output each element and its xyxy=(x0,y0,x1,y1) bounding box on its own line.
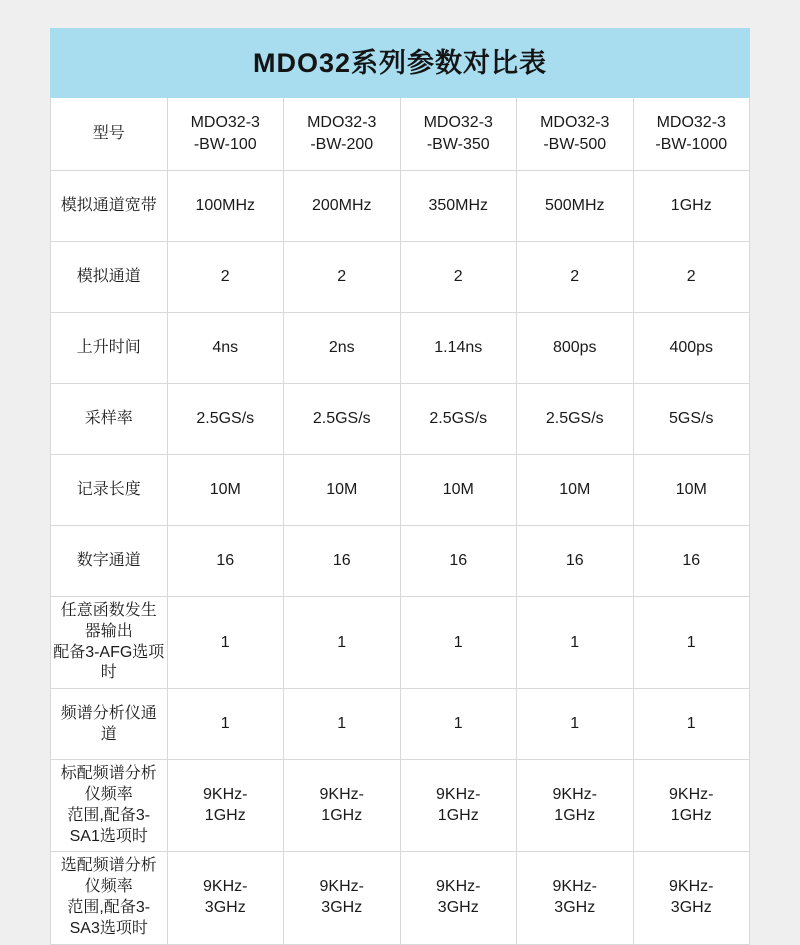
row-value: 10M xyxy=(167,455,284,526)
row-value xyxy=(167,852,284,944)
row-value xyxy=(167,760,284,852)
row-label: 模拟通道 xyxy=(51,242,168,313)
row-value-line2: 1GHz xyxy=(554,806,596,824)
row-label: 频谱分析仪通道 xyxy=(51,689,168,760)
row-label xyxy=(51,760,168,852)
column-header-3-line2: -BW-350 xyxy=(426,136,490,153)
row-value-line1: 9KHz- xyxy=(669,878,714,896)
column-header-5-line2: -BW-1000 xyxy=(655,136,728,153)
row-value: 800ps xyxy=(517,313,634,384)
row-value: 10M xyxy=(400,455,517,526)
row-value-line2: 3GHz xyxy=(554,898,596,916)
row-value-line2: 3GHz xyxy=(437,898,479,916)
column-header-4-line1: MDO32-3 xyxy=(540,114,610,132)
row-value xyxy=(517,852,634,944)
column-header-2 xyxy=(284,98,401,171)
table-row xyxy=(51,171,750,242)
table-row xyxy=(51,689,750,760)
column-header-1-line1: MDO32-3 xyxy=(190,114,260,132)
row-value-line2: 1GHz xyxy=(204,806,246,824)
row-value: 2 xyxy=(167,242,284,313)
row-label-line2: 范围,配备3-SA1选项时 xyxy=(67,806,151,845)
row-value: 4ns xyxy=(167,313,284,384)
row-value: 2ns xyxy=(284,313,401,384)
row-value: 1 xyxy=(167,689,284,760)
row-value-line1: 9KHz- xyxy=(436,785,481,803)
row-label-line1: 标配频谱分析仪频率 xyxy=(60,765,157,803)
column-header-5-line1: MDO32-3 xyxy=(656,114,726,132)
row-label: 数字通道 xyxy=(51,526,168,597)
row-label-line2: 范围,配备3-SA3选项时 xyxy=(67,898,151,937)
row-value-line1: 9KHz- xyxy=(552,785,597,803)
row-value: 2.5GS/s xyxy=(517,384,634,455)
table-row xyxy=(51,597,750,689)
row-value-line2: 1GHz xyxy=(670,806,712,824)
row-label: 模拟通道宽带 xyxy=(51,171,168,242)
row-value: 1 xyxy=(284,597,401,689)
row-label: 上升时间 xyxy=(51,313,168,384)
table-row xyxy=(51,526,750,597)
row-value: 16 xyxy=(284,526,401,597)
row-value-line2: 3GHz xyxy=(321,898,363,916)
row-label xyxy=(51,852,168,944)
row-value xyxy=(517,760,634,852)
row-value: 10M xyxy=(517,455,634,526)
row-label-line1: 选配频谱分析仪频率 xyxy=(60,857,157,896)
row-value-line1: 9KHz- xyxy=(436,878,481,896)
table-row xyxy=(51,242,750,313)
row-value: 1 xyxy=(167,597,284,689)
table-row xyxy=(51,384,750,455)
row-value: 350MHz xyxy=(400,171,517,242)
row-value-line2: 3GHz xyxy=(204,898,246,916)
spec-table-body xyxy=(51,29,750,945)
column-header-1 xyxy=(167,98,284,171)
spec-table-container xyxy=(50,28,750,945)
row-value: 10M xyxy=(633,455,750,526)
row-value: 1.14ns xyxy=(400,313,517,384)
row-value: 1 xyxy=(633,597,750,689)
spec-table xyxy=(50,28,750,945)
row-value: 1 xyxy=(517,689,634,760)
row-value xyxy=(633,760,750,852)
row-value-line1: 9KHz- xyxy=(552,878,597,896)
row-label-line2: 配备3-AFG选项时 xyxy=(53,643,165,682)
row-label-line1: 任意函数发生器输出 xyxy=(60,602,157,640)
column-header-2-line1: MDO32-3 xyxy=(307,114,377,132)
row-value: 16 xyxy=(517,526,634,597)
row-label xyxy=(51,597,168,689)
row-value-line1: 9KHz- xyxy=(319,878,364,896)
row-value: 2.5GS/s xyxy=(400,384,517,455)
table-title: MDO32系列参数对比表 xyxy=(51,29,750,98)
row-value: 1GHz xyxy=(633,171,750,242)
column-header-5 xyxy=(633,98,750,171)
row-value: 1 xyxy=(517,597,634,689)
row-value: 16 xyxy=(633,526,750,597)
row-value: 2 xyxy=(284,242,401,313)
row-value: 16 xyxy=(400,526,517,597)
row-label: 记录长度 xyxy=(51,455,168,526)
row-value: 2.5GS/s xyxy=(284,384,401,455)
row-value-line1: 9KHz- xyxy=(203,878,248,896)
row-value: 2 xyxy=(517,242,634,313)
row-value: 500MHz xyxy=(517,171,634,242)
row-value-line1: 9KHz- xyxy=(669,785,714,803)
row-value xyxy=(284,852,401,944)
row-label: 采样率 xyxy=(51,384,168,455)
row-value xyxy=(633,852,750,944)
column-header-1-line2: -BW-100 xyxy=(193,136,257,153)
row-value: 2 xyxy=(400,242,517,313)
table-row xyxy=(51,760,750,852)
row-value: 200MHz xyxy=(284,171,401,242)
row-value: 2.5GS/s xyxy=(167,384,284,455)
row-value: 1 xyxy=(400,689,517,760)
row-value xyxy=(284,760,401,852)
row-value-line2: 3GHz xyxy=(670,898,712,916)
row-value: 1 xyxy=(633,689,750,760)
table-row xyxy=(51,455,750,526)
row-value-line1: 9KHz- xyxy=(319,785,364,803)
row-value xyxy=(400,760,517,852)
row-value: 16 xyxy=(167,526,284,597)
column-header-2-line2: -BW-200 xyxy=(310,136,374,153)
row-value: 1 xyxy=(400,597,517,689)
column-header-4-line2: -BW-500 xyxy=(543,136,607,153)
row-value: 10M xyxy=(284,455,401,526)
column-header-3-line1: MDO32-3 xyxy=(423,114,493,132)
row-value: 1 xyxy=(284,689,401,760)
header-label-cell: 型号 xyxy=(51,98,168,171)
row-value-line2: 1GHz xyxy=(321,806,363,824)
table-row xyxy=(51,313,750,384)
row-value: 2 xyxy=(633,242,750,313)
row-value xyxy=(400,852,517,944)
row-value-line1: 9KHz- xyxy=(203,785,248,803)
table-header-row xyxy=(51,98,750,171)
table-title-row xyxy=(51,29,750,98)
row-value: 5GS/s xyxy=(633,384,750,455)
column-header-4 xyxy=(517,98,634,171)
table-row xyxy=(51,852,750,944)
row-value: 400ps xyxy=(633,313,750,384)
row-value-line2: 1GHz xyxy=(437,806,479,824)
column-header-3 xyxy=(400,98,517,171)
row-value: 100MHz xyxy=(167,171,284,242)
